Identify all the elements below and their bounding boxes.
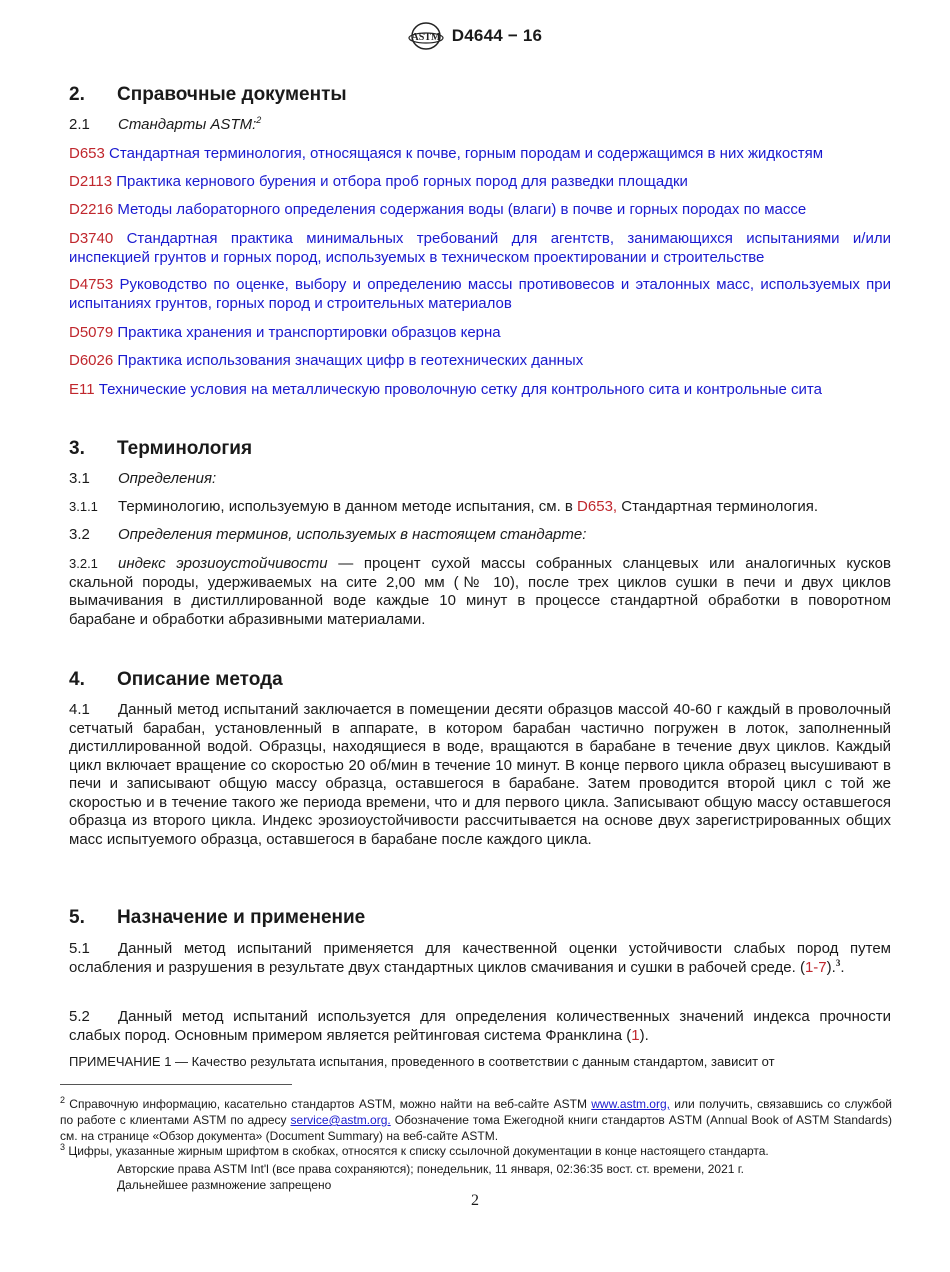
ref-code-link[interactable]: E11 xyxy=(69,381,95,398)
section-3-heading: 3. Терминология xyxy=(69,438,253,459)
subsection-3-1-1: 3.1.1 Терминологию, используемую в данном методе испытания, см. в D653, Стандартная терминология. xyxy=(69,498,819,515)
ref-item[interactable]: D6026 Практика использования значащих цифр в геотехнических данных xyxy=(69,352,584,369)
ref-item[interactable]: D4753 Руководство по оценке, выбору и определению массы противовесов и эталонных масс, используемых при испытаниях грунтов, горных пород и строительных материалов xyxy=(69,276,891,312)
subsection-5-2: 5.2 Данный метод испытаний используется для определения количественных значений индекса прочности слабых пород. Основным примером является рейтинговая система Франклина (1). xyxy=(69,1008,891,1044)
note-1: ПРИМЕЧАНИЕ 1 — Качество результата испытания, проведенного в соответствии с данным стандартом, зависит от xyxy=(69,1054,775,1069)
svg-text:ASTM: ASTM xyxy=(411,32,441,43)
ref-code-link[interactable]: D2113 xyxy=(69,173,113,190)
subsection-2-1: 2.1 Стандарты ASTM:$^2$ xyxy=(69,115,262,133)
ref-code-link[interactable]: D2216 xyxy=(69,201,114,218)
ref-item[interactable]: D5079 Практика хранения и транспортировки образцов керна xyxy=(69,324,501,341)
copyright-line-1: Авторские права ASTM Int'l (все права сохраняются); понедельник, 11 января, 02:36:35 вост. ст. времени, 2021 г. xyxy=(117,1162,744,1176)
page-header xyxy=(0,20,950,52)
astm-website-link[interactable]: www.astm.org, xyxy=(591,1097,670,1111)
copyright-line-2: Дальнейшее размножение запрещено xyxy=(117,1178,332,1192)
ref-code-link[interactable]: D4753 xyxy=(69,276,114,293)
document-id: D4644 − 16 xyxy=(451,26,543,45)
page-number: 2 xyxy=(471,1192,479,1209)
ref-code-link[interactable]: D653 xyxy=(69,145,105,162)
ref-code-link[interactable]: D6026 xyxy=(69,352,114,369)
ref-item[interactable]: E11 Технические условия на металлическую проволочную сетку для контрольного сита и контрольные сита xyxy=(69,381,822,398)
ref-item[interactable]: D3740 Стандартная практика минимальных требований для агентств, занимающихся испытаниями и/или инспекцией грунтов и горных пород, используемых в техническом проектировании и строительстве xyxy=(69,230,891,266)
subsection-3-1: 3.1 Определения: xyxy=(69,470,217,487)
footnote-3: $^3$ Цифры, указанные жирным шрифтом в скобках, относятся к списку ссылочной документации в конце настоящего стандарта. xyxy=(60,1142,769,1158)
section-2-heading: 2. Справочные документы xyxy=(69,84,347,105)
term: индекс эрозиоустойчивости xyxy=(118,555,328,572)
subsection-4-1: 4.1 Данный метод испытаний заключается в помещении десяти образцов массой 40-60 г каждый в проволочный сетчатый барабан, установленный в аппарате, в котором барабан частично погружен в лоток, заполненный дистиллированной водой. Образцы, находящиеся в воде, вращаются в барабане в течение двух циклов. Каждый цикл включает вращение со скоростью 20 об/мин в течение 10 минут. В конце первого цикла образец высушивают в печи и записывают общую массу образца, оставшегося в барабане. Затем проводится второй цикл с той же скоростью и в течение такого же периода времени, что и для первого цикла. Записывают общую массу оставшегося образца из второго цикла. Индекс эрозиоустойчивости рассчитывается на основе двух зарегистрированных общих масс испытуемого образца, оставшегося в барабане после каждого цикла. xyxy=(69,701,891,848)
ref-d653-link[interactable]: D653, xyxy=(577,498,618,515)
section-5-heading: 5. Назначение и применение xyxy=(69,907,366,928)
footnote-2: $^2$ Справочную информацию, касательно стандартов ASTM, можно найти на веб-сайте ASTM www.astm.org, или получить, связавшись со службой по работе с клиентами ASTM по адресу service@astm.org. Обозначение тома Ежегодной книги стандартов ASTM (Annual Book of ASTM Standards) см. на странице «Обзор документа» (Document Summary) на веб-сайте ASTM. xyxy=(60,1095,893,1143)
subsection-5-1: 5.1 Данный метод испытаний применяется для качественной оценки устойчивости слабых пород путем ослабления и разрушения в результате двух стандартных циклов смачивания и сушки в рабочей среде. (1-7).$^3$. xyxy=(69,940,891,976)
ref-1-7-link[interactable]: 1-7 xyxy=(804,958,827,976)
service-email-link[interactable]: service@astm.org. xyxy=(290,1113,391,1127)
astm-logo-icon xyxy=(408,21,444,51)
ref-item[interactable]: D653 Стандартная терминология, относящаяся к почве, горным породам и содержащимся в них жидкостям xyxy=(69,145,824,162)
section-4-heading: 4. Описание метода xyxy=(69,669,283,690)
ref-1-link[interactable]: 1 xyxy=(631,1026,640,1044)
subsection-3-2-1: 3.2.1 индекс эрозиоустойчивости — процент сухой массы собранных сланцевых или аналогичных кусков скальной породы, удерживаемых на сите 2,00 мм (№ 10), после трех циклов сушки в печи и двух циклов вымачивания в дистиллированной воде каждые 10 минут в процессе стандартной обработки в поворотном барабане и обработки абразивными материалами. xyxy=(69,555,891,628)
ref-item[interactable]: D2216 Методы лабораторного определения содержания воды (влаги) в почве и горных породах по массе xyxy=(69,201,807,218)
footnote-divider xyxy=(60,1084,292,1085)
ref-item[interactable]: D2113 Практика кернового бурения и отбора проб горных пород для разведки площадки xyxy=(69,173,688,190)
subsection-3-2: 3.2 Определения терминов, используемых в настоящем стандарте: xyxy=(69,526,587,543)
ref-code-link[interactable]: D5079 xyxy=(69,324,114,341)
ref-code-link[interactable]: D3740 xyxy=(69,230,114,247)
